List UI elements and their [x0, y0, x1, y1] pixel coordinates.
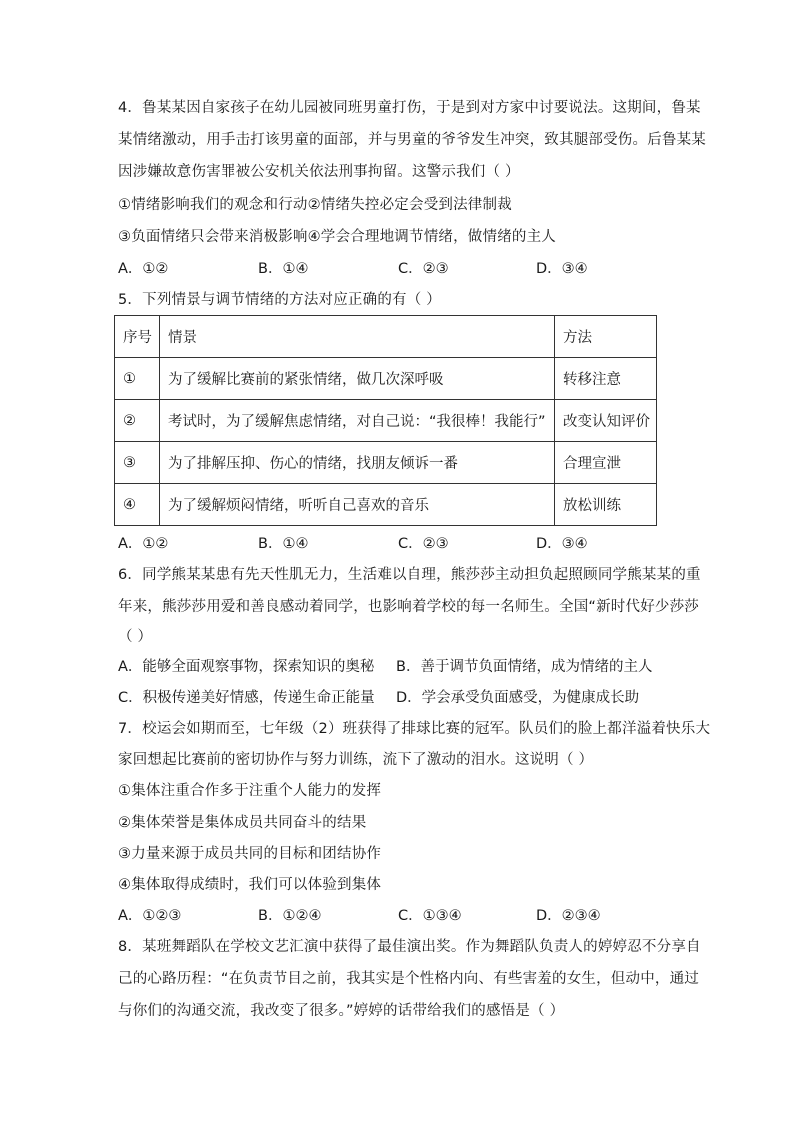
q4-option-a[interactable]: A．①②: [118, 261, 169, 277]
table-row: [115, 484, 657, 526]
q6-option-a[interactable]: A．能够全面观察事物，探索知识的奥秘: [118, 659, 375, 675]
q7-statement-3: ③力量来源于成员共同的目标和团结协作: [118, 846, 382, 862]
table-cell-number: ④: [115, 484, 160, 526]
q7-line-2: 家回想起比赛前的密切协作与努力训练，流下了激动的泪水。这说明（ ）: [118, 752, 594, 768]
table-row: [115, 400, 657, 442]
table-row: [115, 442, 657, 484]
table-cell-number: ②: [115, 400, 160, 442]
q5-options: [118, 534, 678, 554]
q7-option-d[interactable]: D．②③④: [536, 908, 601, 924]
q4-options: [118, 259, 678, 279]
q5-option-b[interactable]: B．①④: [258, 536, 309, 552]
q7-line-1: 7．校运会如期而至，七年级（2）班获得了排球比赛的冠军。队员们的脸上都洋溢着快乐大: [118, 721, 711, 737]
table-cell-scenario: 为了缓解烦闷情绪，听听自己喜欢的音乐: [160, 484, 555, 526]
q4-option-c[interactable]: C．②③: [398, 261, 449, 277]
q4-line-3: 因涉嫌故意伤害罪被公安机关依法刑事拘留。这警示我们（ ）: [118, 164, 520, 180]
table-cell-method: 合理宣泄: [555, 442, 657, 484]
q6-option-d[interactable]: D．学会承受负面感受，为健康成长助: [396, 690, 640, 706]
q7-statement-1: ①集体注重合作多于注重个人能力的发挥: [118, 783, 382, 799]
q8-line-3: 与你们的沟通交流，我改变了很多。”婷婷的话带给我们的感悟是（ ）: [118, 1003, 565, 1019]
q6-option-b[interactable]: B．善于调节负面情绪，成为情绪的主人: [396, 659, 653, 675]
table-cell-method: 放松训练: [555, 484, 657, 526]
q6-line-1: 6．同学熊某某患有先天性肌无力，生活难以自理，熊莎莎主动担负起照顾同学熊某某的重: [118, 567, 701, 583]
q8-line-1: 8．某班舞蹈队在学校文艺汇演中获得了最佳演出奖。作为舞蹈队负责人的婷婷忍不分享自: [118, 939, 701, 955]
table-cell-scenario: 为了排解压抑、伤心的情绪，找朋友倾诉一番: [160, 442, 555, 484]
table-cell-scenario: 考试时，为了缓解焦虑情绪，对自己说：“我很棒！我能行”: [160, 400, 555, 442]
table-cell-scenario: 为了缓解比赛前的紧张情绪，做几次深呼吸: [160, 358, 555, 400]
table-cell-method: 改变认知评价: [555, 400, 657, 442]
q7-statement-2: ②集体荣誉是集体成员共同奋斗的结果: [118, 815, 367, 831]
q5-stem: 5．下列情景与调节情绪的方法对应正确的有（ ）: [118, 292, 441, 308]
table-cell-number: ①: [115, 358, 160, 400]
q4-statement-1-2: ①情绪影响我们的观念和行动②情绪失控必定会受到法律制裁: [118, 197, 512, 213]
q7-option-b[interactable]: B．①②④: [258, 908, 322, 924]
q5-table: [114, 315, 657, 526]
q7-statement-4: ④集体取得成绩时，我们可以体验到集体: [118, 877, 382, 893]
table-header-cell: 情景: [160, 316, 555, 358]
q4-statement-3-4: ③负面情绪只会带来消极影响④学会合理地调节情绪，做情绪的主人: [118, 229, 556, 245]
q6-option-c[interactable]: C．积极传递美好情感，传递生命正能量: [118, 690, 375, 706]
q4-line-1: 4．鲁某某因自家孩子在幼儿园被同班男童打伤，于是到对方家中讨要说法。这期间，鲁某: [118, 100, 701, 116]
q4-option-b[interactable]: B．①④: [258, 261, 309, 277]
q6-line-3: （ ）: [118, 629, 153, 645]
q6-line-2: 年来，熊莎莎用爱和善良感动着同学，也影响着学校的每一名师生。全国“新时代好少莎莎: [118, 599, 700, 615]
q5-option-d[interactable]: D．③④: [536, 536, 588, 552]
q7-options: [118, 906, 678, 926]
table-header-cell: 方法: [555, 316, 657, 358]
q7-option-c[interactable]: C．①③④: [398, 908, 462, 924]
q8-line-2: 己的心路历程：“在负责节目之前，我其实是个性格内向、有些害羞的女生，但动中，通过: [118, 971, 700, 987]
q6-options-row-1: [118, 657, 678, 677]
table-cell-number: ③: [115, 442, 160, 484]
table-header-row: [115, 316, 657, 358]
q4-line-2: 某情绪激动，用手击打该男童的面部，并与男童的爷爷发生冲突，致其腿部受伤。后鲁某某: [118, 132, 706, 148]
table-header-cell: 序号: [115, 316, 160, 358]
table-row: [115, 358, 657, 400]
q5-option-c[interactable]: C．②③: [398, 536, 449, 552]
table-cell-method: 转移注意: [555, 358, 657, 400]
q6-options-row-2: [118, 688, 678, 708]
q5-option-a[interactable]: A．①②: [118, 536, 169, 552]
q7-option-a[interactable]: A．①②③: [118, 908, 182, 924]
q4-option-d[interactable]: D．③④: [536, 261, 588, 277]
